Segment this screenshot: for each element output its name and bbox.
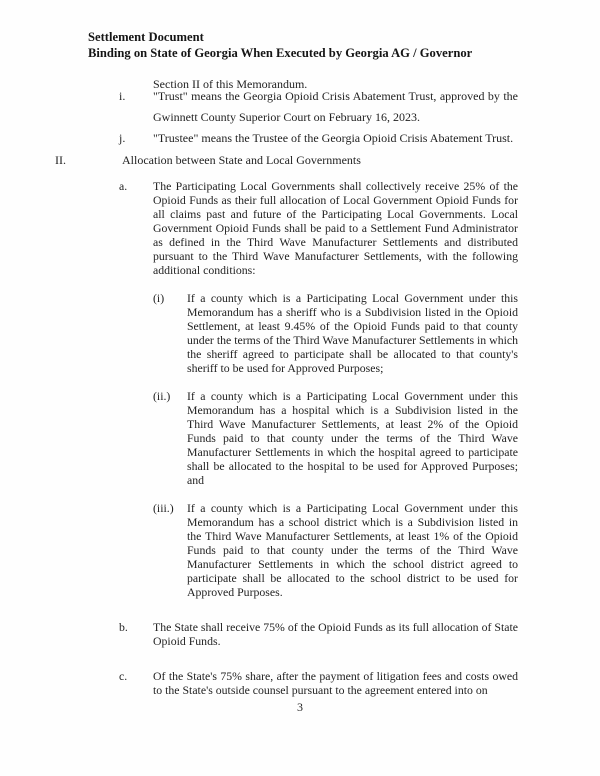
- document-header: [88, 29, 472, 61]
- item-c: [119, 669, 518, 697]
- sub-item-text: If a county which is a Participating Local Government under this Memorandum has a school district which is a Subdivision listed in the Third Wave Manufacturer Settlements, at least 1% of the Opioid Funds paid to that county under the terms of the Third Wave Manufacturer Settlements in which the school district agreed to participate shall be allocated to the school district to be used for Approved Purposes.: [187, 501, 518, 599]
- sub-item-i: [153, 291, 518, 375]
- header-title-line: Settlement Document: [88, 30, 204, 44]
- sub-item-text: If a county which is a Participating Local Government under this Memorandum has a hospital which is a Subdivision listed in the Third Wave Manufacturer Settlements, at least 2% of the Opioid Funds paid to that county under the terms of the Third Wave Manufacturer Settlements in which the hospital agreed to participate shall be allocated to the hospital to be used for Approved Purposes; and: [187, 389, 518, 487]
- definition-item-j: [119, 128, 518, 149]
- item-b: [119, 620, 518, 648]
- sub-item-marker: (iii.): [153, 501, 174, 515]
- section-title: Allocation between State and Local Governments: [122, 153, 361, 167]
- sub-item-marker: (ii.): [153, 389, 171, 403]
- definitions-list: [119, 86, 518, 149]
- item-a: [119, 179, 518, 277]
- sub-item-ii: [153, 389, 518, 487]
- definition-marker: i.: [119, 89, 126, 103]
- item-text: The Participating Local Governments shall collectively receive 25% of the Opioid Funds as their full allocation of Local Government Opioid Funds for all claims past and future of the Participating Local Governments. Local Government Opioid Funds shall be paid to a Settlement Fund Administrator as defined in the Third Wave Manufacturer Settlements and distributed pursuant to the Third Wave Manufacturer Settlements, with the following additional conditions:: [153, 179, 518, 277]
- definition-text: "Trustee" means the Trustee of the Georgia Opioid Crisis Abatement Trust.: [153, 131, 514, 145]
- item-marker: c.: [119, 669, 128, 683]
- definition-marker: j.: [119, 131, 126, 145]
- section-heading: [55, 153, 518, 167]
- section-marker: II.: [55, 153, 66, 167]
- section-items: [119, 179, 518, 697]
- item-marker: b.: [119, 620, 128, 634]
- page-number: 3: [297, 700, 303, 714]
- definition-item-i: [119, 86, 518, 128]
- item-text: Of the State's 75% share, after the payment of litigation fees and costs owed to the State's outside counsel pursuant to the agreement entered into on: [153, 669, 518, 697]
- sub-item-iii: [153, 501, 518, 599]
- item-marker: a.: [119, 179, 128, 193]
- item-text: The State shall receive 75% of the Opioid Funds as its full allocation of State Opioid Funds.: [153, 620, 518, 648]
- sub-item-marker: (i): [153, 291, 165, 305]
- intro-continuation-line: Section II of this Memorandum.: [153, 77, 308, 91]
- definition-text: "Trust" means the Georgia Opioid Crisis Abatement Trust, approved by the Gwinnett County Superior Court on February 16, 2023.: [153, 89, 518, 124]
- sub-item-text: If a county which is a Participating Local Government under this Memorandum has a sheriff who is a Subdivision listed in the Opioid Settlement, at least 9.45% of the Opioid Funds paid to that county under the terms of the Third Wave Manufacturer Settlements in which the sheriff agreed to participate shall be allocated to that county's sheriff to be used for Approved Purposes;: [187, 291, 518, 375]
- header-subtitle-line: Binding on State of Georgia When Executed by Georgia AG / Governor: [88, 46, 473, 60]
